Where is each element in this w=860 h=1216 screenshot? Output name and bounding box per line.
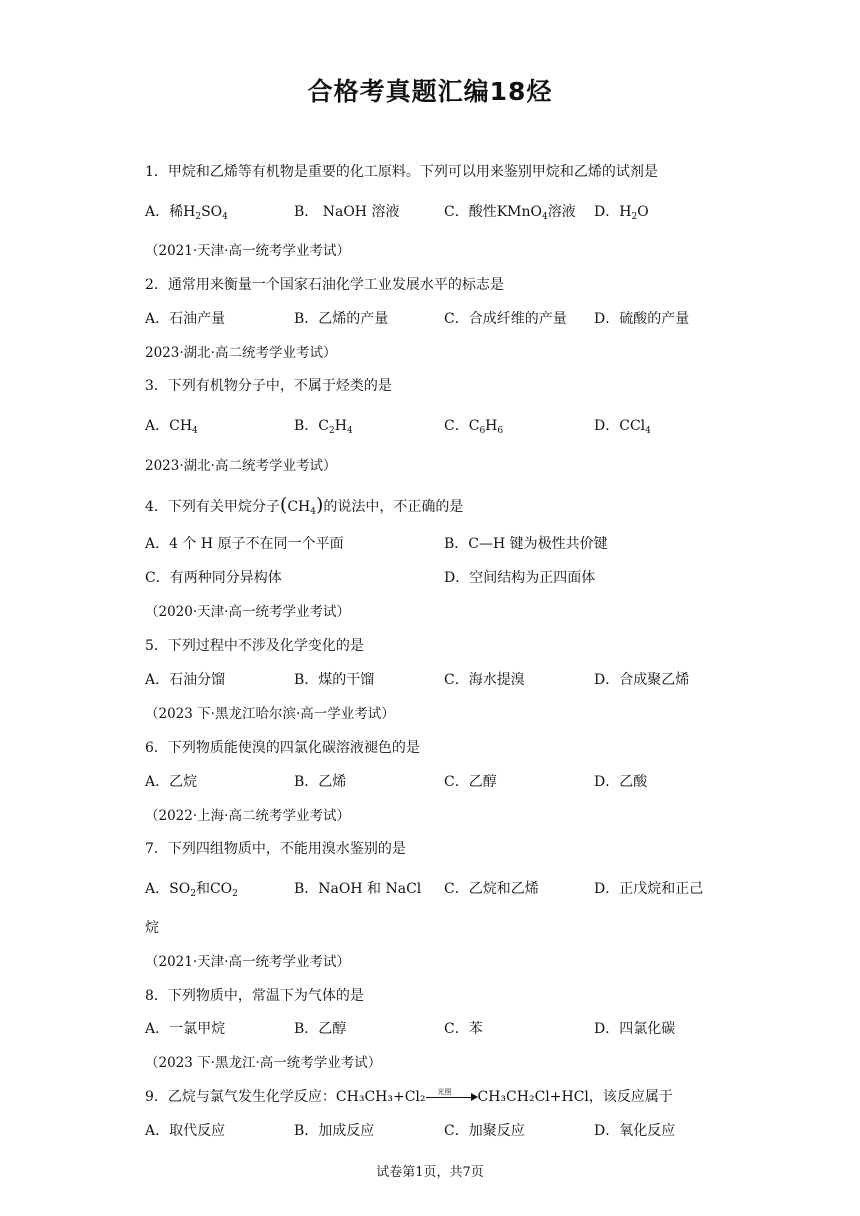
question-3-option-d: D．CCl$_4$ [594, 418, 651, 436]
question-6-stem: 6．下列物质能使溴的四氯化碳溶液褪色的是 [145, 740, 420, 756]
question-1-option-a: A．稀$H_2SO_4$ [145, 204, 228, 222]
question-7-option-d-continued: 烷 [145, 920, 159, 936]
question-7-option-d: D．正戊烷和正己 [594, 881, 704, 897]
question-4-option-c: C．有两种同分异构体 [145, 570, 282, 586]
question-2-source: 2023·湖北·高二统考学业考试） [145, 345, 337, 361]
question-1-option-b: B． NaOH 溶液 [294, 204, 400, 220]
question-2-stem: 2．通常用来衡量一个国家石油化学工业发展水平的标志是 [145, 277, 504, 293]
question-7-option-b: B．NaOH 和 NaCl [294, 881, 422, 897]
question-9-option-c: C．加聚反应 [444, 1123, 525, 1139]
reaction-arrow-icon: 光照 [426, 1089, 478, 1103]
question-6-option-c: C．乙醇 [444, 774, 497, 790]
question-8-option-b: B．乙醇 [294, 1021, 347, 1037]
question-8-option-d: D．四氯化碳 [594, 1021, 676, 1037]
question-4-source: （2020·天津·高一统考学业考试） [145, 604, 350, 620]
question-5-stem: 5．下列过程中不涉及化学变化的是 [145, 638, 364, 654]
question-8-source: （2023 下·黑龙江·高一统考学业考试） [145, 1055, 382, 1071]
question-4-option-b: B．C—H 键为极性共价键 [444, 536, 608, 552]
question-8-option-c: C．苯 [444, 1021, 483, 1037]
question-9-option-a: A．取代反应 [145, 1123, 226, 1139]
question-2-option-b: B．乙烯的产量 [294, 311, 389, 327]
question-7-option-a: A．$SO_2$和$CO_2$ [145, 881, 238, 899]
question-1-option-d: D．$H_2O$ [594, 204, 649, 222]
question-5-option-b: B．煤的干馏 [294, 672, 375, 688]
question-7-stem: 7．下列四组物质中，不能用溴水鉴别的是 [145, 841, 406, 857]
question-5-option-d: D．合成聚乙烯 [594, 672, 690, 688]
question-3-option-c: C．$C_6H_6$ [444, 418, 504, 436]
question-1-source: （2021·天津·高一统考学业考试） [145, 243, 350, 259]
question-8-stem: 8．下列物质中，常温下为气体的是 [145, 988, 364, 1004]
question-9-option-d: D．氧化反应 [594, 1123, 676, 1139]
question-8-option-a: A．一氯甲烷 [145, 1021, 226, 1037]
question-5-option-a: A．石油分馏 [145, 672, 226, 688]
question-5-option-c: C．海水提溴 [444, 672, 525, 688]
page-title: 合格考真题汇编18烃 [307, 77, 553, 106]
question-2-option-c: C．合成纤维的产量 [444, 311, 567, 327]
question-9-stem: 9．乙烷与氯气发生化学反应：CH₃CH₃+Cl₂ 光照 CH₃CH₂Cl+HCl，该反应属于 [145, 1088, 673, 1105]
question-6-option-a: A．乙烷 [145, 774, 198, 790]
question-7-source: （2021·天津·高一统考学业考试） [145, 954, 350, 970]
question-3-source: 2023·湖北·高二统考学业考试） [145, 458, 337, 474]
question-1-option-c: C．酸性KMnO$_4$溶液 [444, 204, 576, 222]
question-7-option-c: C．乙烷和乙烯 [444, 881, 539, 897]
question-4-option-a: A．4 个 H 原子不在同一个平面 [145, 536, 344, 552]
question-6-source: （2022·上海·高二统考学业考试） [145, 808, 350, 824]
page-footer: 试卷第1页，共7页 [376, 1165, 484, 1180]
question-2-option-a: A．石油产量 [145, 311, 226, 327]
question-2-option-d: D．硫酸的产量 [594, 311, 690, 327]
question-1-stem: 1．甲烷和乙烯等有机物是重要的化工原料。下列可以用来鉴别甲烷和乙烯的试剂是 [145, 164, 658, 180]
question-5-source: （2023 下·黑龙江哈尔滨·高一学业考试） [145, 706, 395, 722]
question-4-option-d: D．空间结构为正四面体 [444, 570, 596, 586]
question-6-option-d: D．乙酸 [594, 774, 648, 790]
question-3-option-b: B．$C_2H_4$ [294, 418, 353, 436]
question-3-option-a: A．$CH_4$ [145, 418, 198, 436]
question-6-option-b: B．乙烯 [294, 774, 347, 790]
question-3-stem: 3．下列有机物分子中，不属于烃类的是 [145, 378, 392, 394]
question-9-option-b: B．加成反应 [294, 1123, 375, 1139]
question-4-stem: 4．下列有关甲烷分子$(CH_4)$的说法中，不正确的是 [145, 494, 464, 517]
